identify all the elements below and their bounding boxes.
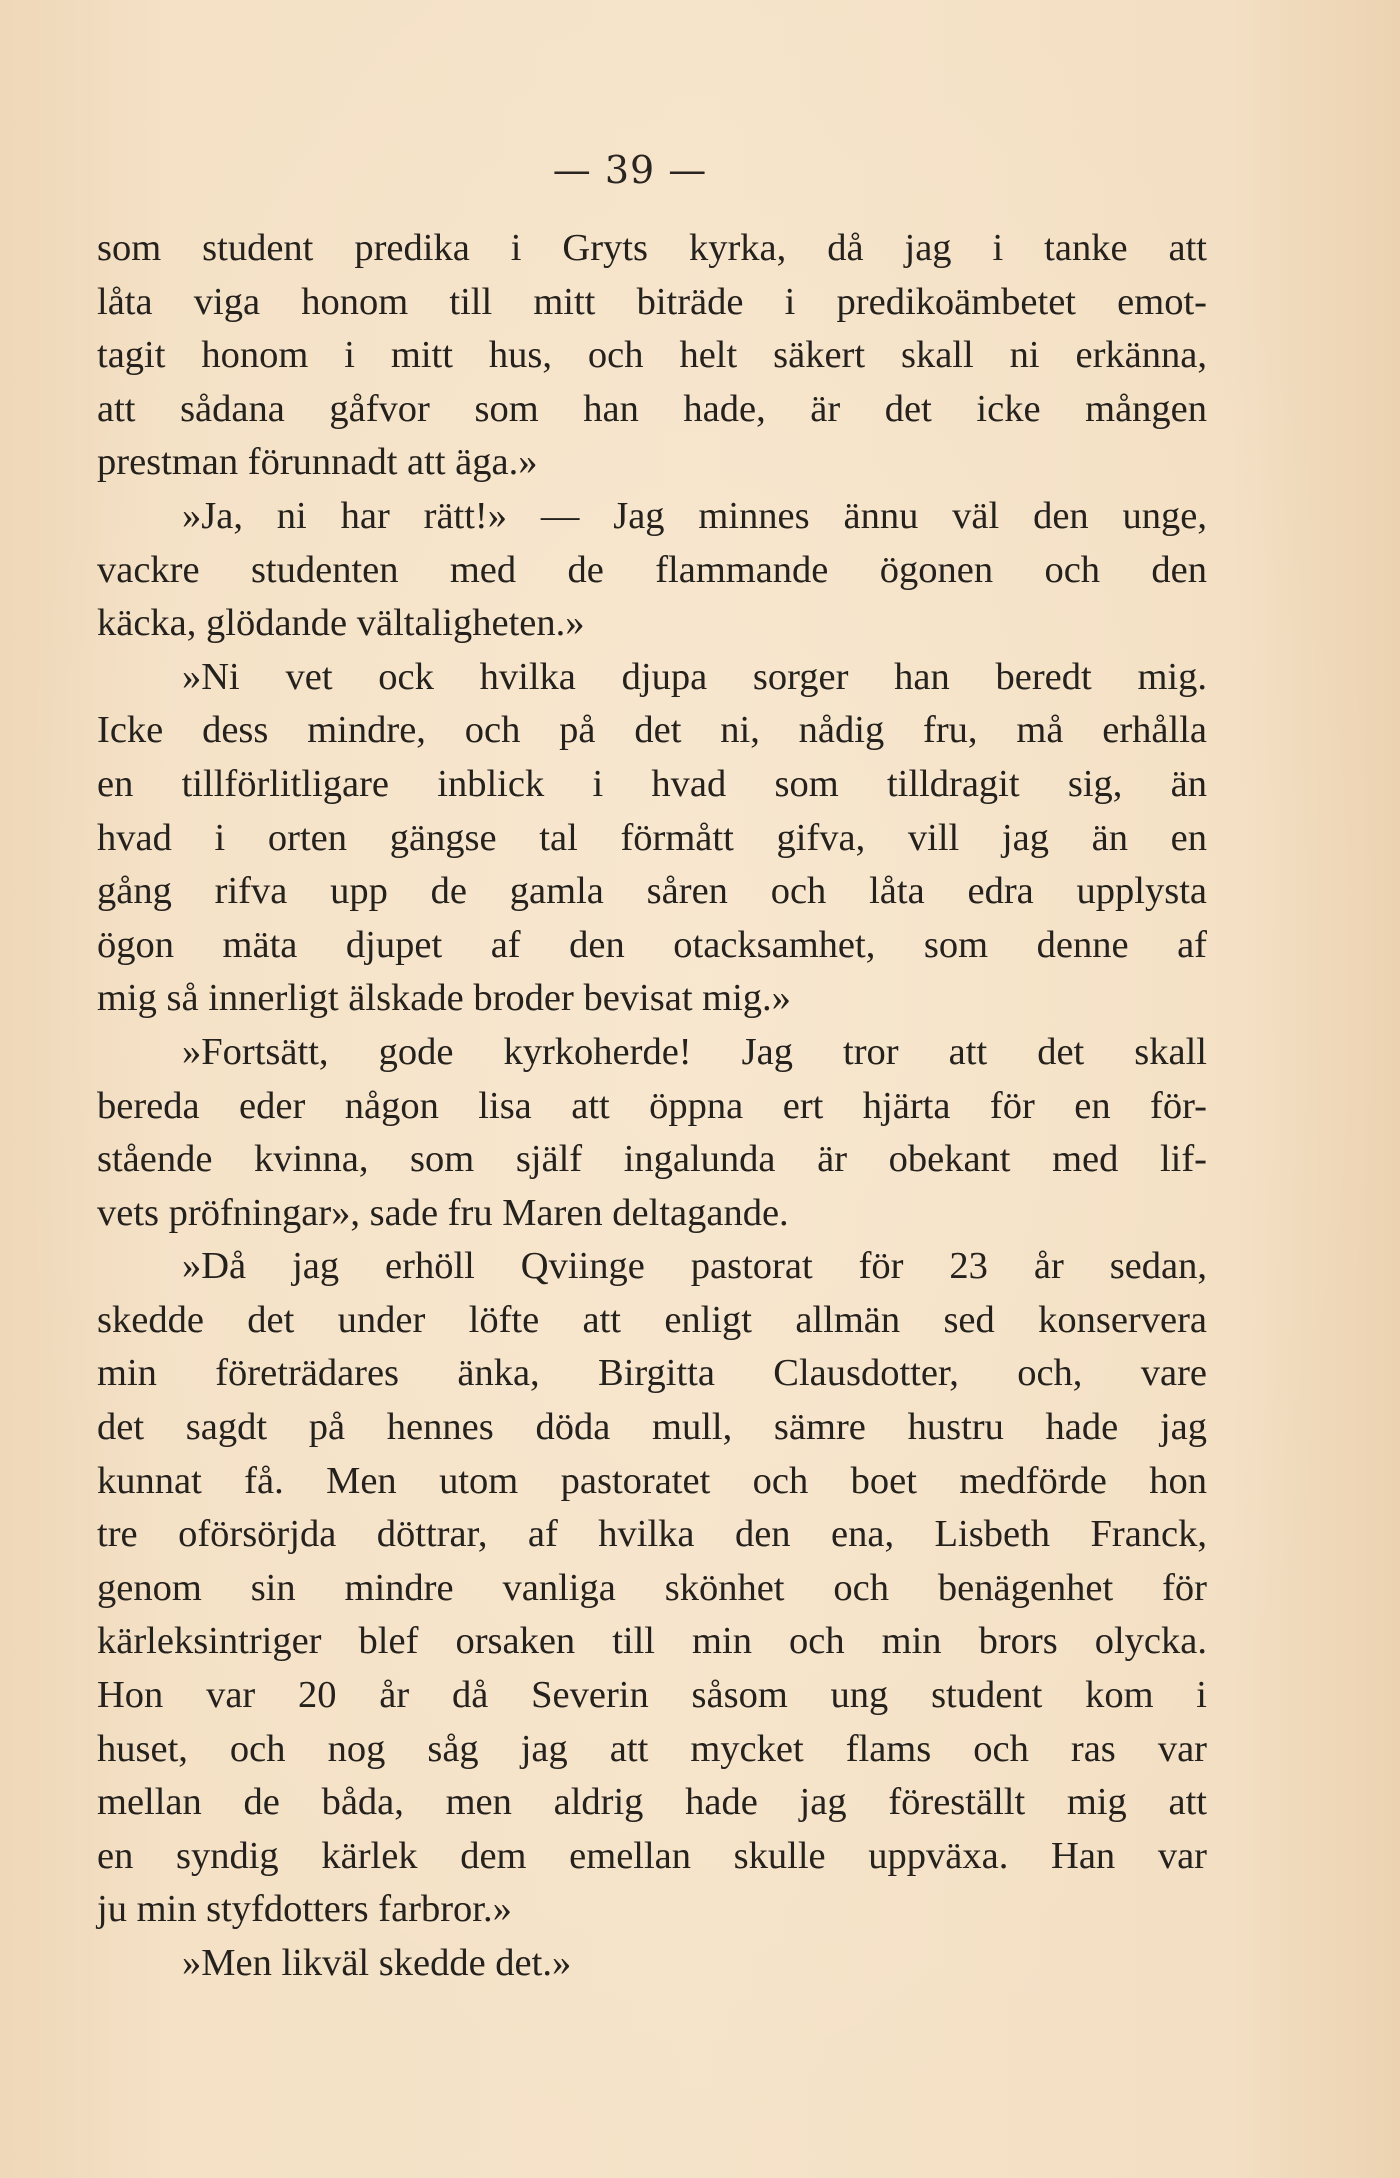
text-line: låta viga honom till mitt biträde i predikoämbetet emot- — [97, 280, 1207, 323]
text-line: kunnat få. Men utom pastoratet och boet medförde hon — [97, 1459, 1207, 1502]
paragraph — [97, 1937, 1207, 1991]
text-line: en syndig kärlek dem emellan skulle uppväxa. Han var — [97, 1834, 1207, 1877]
text-line: Hon var 20 år då Severin såsom ung student kom i — [97, 1674, 1207, 1717]
text-line: »Ja, ni har rätt!» — Jag minnes ännu väl den unge, — [182, 494, 1207, 537]
text-line: mellan de båda, men aldrig hade jag föreställt mig att — [97, 1781, 1207, 1824]
text-line: vackre studenten med de flammande ögonen och den — [97, 548, 1207, 591]
text-line: »Då jag erhöll Qviinge pastorat för 23 år sedan, — [182, 1245, 1207, 1288]
text-line: ju min styfdotters farbror.» — [97, 1888, 512, 1931]
paragraph — [97, 1240, 1207, 1937]
text-line: prestman förunnadt att äga.» — [97, 441, 538, 484]
paragraph — [97, 222, 1207, 490]
text-line: det sagdt på hennes döda mull, sämre hustru hade jag — [97, 1406, 1207, 1449]
text-line: käcka, glödande vältaligheten.» — [97, 602, 585, 645]
text-line: skedde det under löfte att enligt allmän sed konservera — [97, 1298, 1207, 1341]
paragraph — [97, 490, 1207, 651]
text-line: min företrädares änka, Birgitta Clausdotter, och, vare — [97, 1352, 1207, 1395]
paragraph — [97, 651, 1207, 1026]
text-line: genom sin mindre vanliga skönhet och benägenhet för — [97, 1566, 1207, 1609]
text-line: kärleksintriger blef orsaken till min och min brors olycka. — [97, 1620, 1207, 1663]
text-line: ögon mäta djupet af den otacksamhet, som denne af — [97, 923, 1207, 966]
text-line: gång rifva upp de gamla såren och låta edra upplysta — [97, 870, 1207, 913]
text-line: vets pröfningar», sade fru Maren deltagande. — [97, 1191, 789, 1234]
paragraph — [97, 1026, 1207, 1240]
text-line: Icke dess mindre, och på det ni, nådig fru, må erhålla — [97, 709, 1207, 752]
text-line: »Fortsätt, gode kyrkoherde! Jag tror att det skall — [182, 1030, 1207, 1073]
text-line: en tillförlitligare inblick i hvad som tilldragit sig, än — [97, 762, 1207, 805]
text-line: tre oförsörjda döttrar, af hvilka den ena, Lisbeth Franck, — [97, 1513, 1207, 1556]
text-line: mig så innerligt älskade broder bevisat mig.» — [97, 977, 791, 1020]
text-line: som student predika i Gryts kyrka, då jag i tanke att — [97, 227, 1207, 269]
page-number: — 39 — — [552, 148, 708, 192]
text-line: huset, och nog såg jag att mycket flams och ras var — [97, 1727, 1207, 1770]
text-line: »Men likväl skedde det.» — [182, 1942, 572, 1984]
text-line: bereda eder någon lisa att öppna ert hjärta för en för- — [97, 1084, 1207, 1127]
text-line: hvad i orten gängse tal förmått gifva, vill jag än en — [97, 816, 1207, 859]
text-line: tagit honom i mitt hus, och helt säkert skall ni erkänna, — [97, 334, 1207, 377]
body-text — [97, 222, 1207, 1991]
text-line: stående kvinna, som själf ingalunda är obekant med lif- — [97, 1138, 1207, 1181]
text-line: att sådana gåfvor som han hade, är det icke mången — [97, 387, 1207, 430]
text-line: »Ni vet ock hvilka djupa sorger han beredt mig. — [182, 655, 1207, 698]
